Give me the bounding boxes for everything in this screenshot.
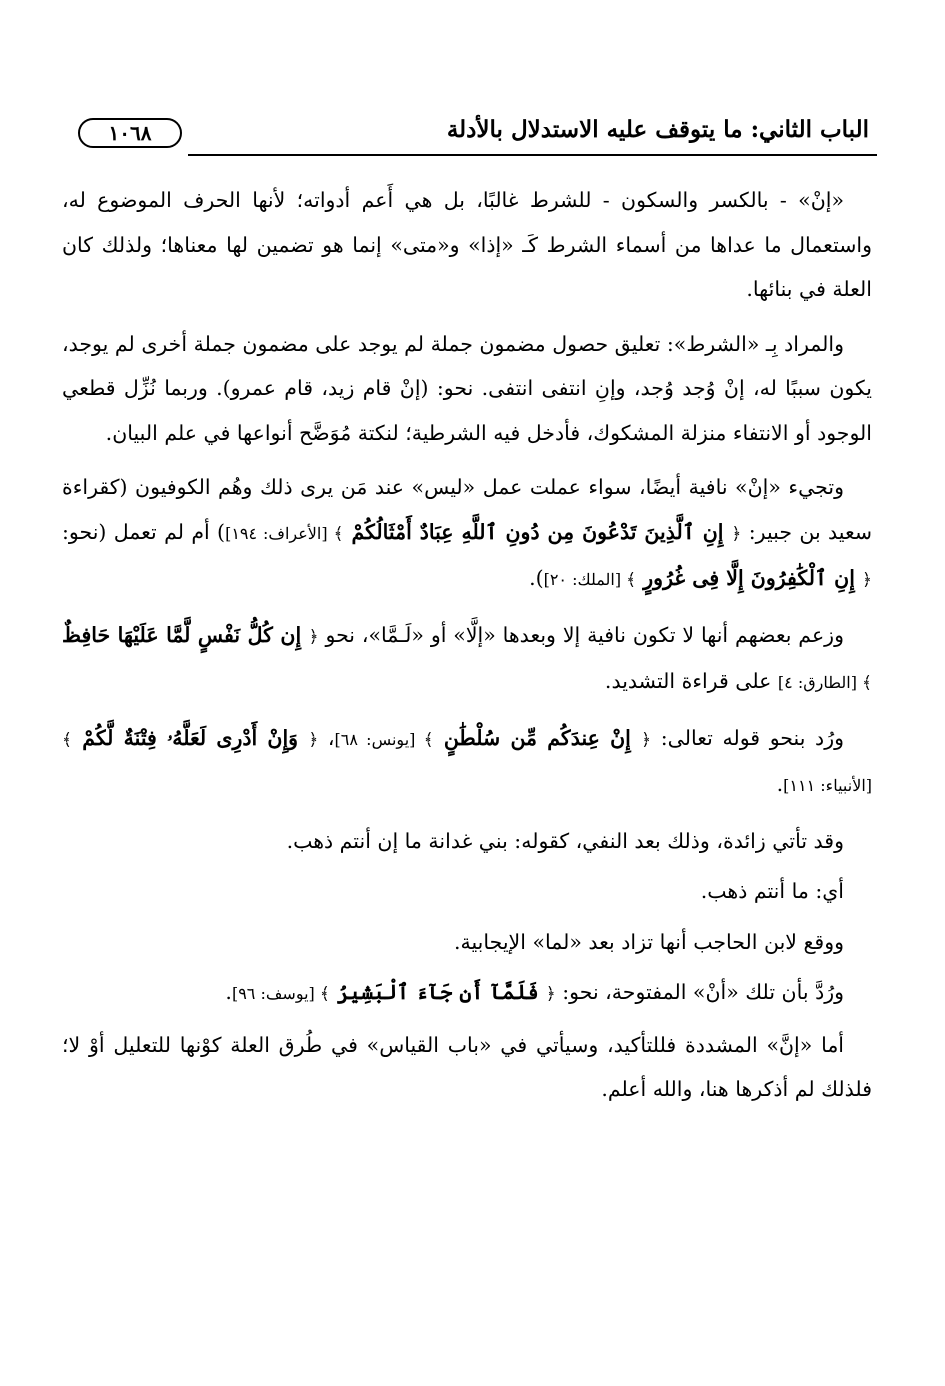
paragraph [62, 920, 872, 965]
page-header [72, 112, 877, 156]
paragraph [62, 819, 872, 864]
paragraph-text: . [776, 772, 784, 796]
paragraph [62, 869, 872, 914]
verse-bracket: ﴿ [545, 984, 556, 1004]
paragraph-text: أي: ما أنتم ذهب. [700, 879, 844, 903]
paragraph-text: والمراد بِـ «الشرط»: تعليق حصول مضمون جملة لم يوجد على مضمون جملة أخرى لم يوجد، يكون سببًا له، إنْ وُجد وُجد، وإنِ انتفى انتفى. نحو: (إنْ قام زيد، قام عمرو). وربما نُزِّل قطعي الوجود أو الانتفاء منزلة المشكوك، فأدخل فيه الشرطية؛ لنكتة مُوَضَّح أنواعها في علم البيان. [62, 331, 872, 445]
quran-verse: إِنِ ٱلْكَٰفِرُونَ إِلَّا فِى غُرُورٍ [636, 566, 863, 590]
page-number-badge [78, 118, 182, 148]
verse-reference: [الأعراف: ١٩٤] [225, 523, 334, 543]
paragraph-text: وتجيء «إنْ» نافية أيضًا، سواء عملت عمل «ليس» عند مَن يرى ذلك وهُم الكوفيون (كقراءة سعيد بن جبير: [62, 475, 873, 544]
paragraph-text: ، [318, 725, 335, 750]
verse-reference: [الطارق: ٤] [777, 673, 863, 692]
paragraph [62, 970, 872, 1017]
page-number: ١٠٦٨ [108, 121, 152, 145]
paragraph-text: وزعم بعضهم أنها لا تكون نافية إلا وبعدها «إلَّا» أو «لَـمَّا»، نحو [318, 622, 844, 647]
paragraph-text: ). [529, 566, 544, 590]
body-text [62, 178, 872, 1122]
paragraph-text: ورُد بنحو قوله تعالى: [651, 725, 844, 750]
paragraph [62, 716, 872, 809]
paragraph-text: ) أم لم تعمل (نحو: [62, 519, 226, 544]
paragraph [62, 322, 872, 456]
quran-verse: إِنِ ٱلَّذِينَ تَدْعُونَ مِن دُونِ ٱللَّهِ عِبَادٌ أَمْثَالُكُمْ [343, 519, 732, 544]
verse-bracket: ﴾ [333, 523, 344, 544]
verse-bracket: ﴾ [423, 729, 434, 750]
paragraph-text: «إنْ» - بالكسر والسكون - للشرط غالبًا، بل هي أَعم أدواته؛ لأنها الحرف الموضوع له، واستعمال ما عداها من أسماء الشرط كَـ «إذا» و«متى» إنما هو تضمين لها معناها؛ ولذلك كان العلة في بنائها. [62, 188, 872, 301]
paragraph [62, 613, 872, 706]
paragraph-text: أما «إنَّ» المشددة فللتأكيد، وسيأتي في «باب القياس» في طُرق العلة كوْنها للتعليل أوْ لا؛ فلذلك لم أذكرها هنا، والله أعلم. [62, 1032, 872, 1101]
paragraph-text: على قراءة التشديد. [604, 669, 778, 693]
verse-reference: [يوسف: ٩٦] [231, 984, 320, 1003]
verse-bracket: ﴿ [862, 570, 872, 590]
verse-reference: [الملك: ٢٠] [543, 570, 627, 589]
quran-verse: إِن كُلُّ نَفْسٍ لَّمَّا عَلَيْهَا حَافِظٌ [62, 622, 309, 647]
verse-bracket: ﴾ [626, 570, 637, 590]
paragraph-text: ووقع لابن الحاجب أنها تزاد بعد «لما» الإيجابية. [453, 929, 844, 954]
paragraph [62, 465, 872, 603]
verse-bracket: ﴾ [862, 673, 872, 693]
quran-verse: وَإِنْ أَدْرِى لَعَلَّهُۥ فِتْنَةٌ لَّكُمْ [71, 725, 309, 750]
verse-bracket: ﴿ [308, 626, 319, 647]
paragraph-text: ورُدَّ بأن تلك «أنْ» المفتوحة، نحو: [555, 980, 844, 1004]
quran-verse: إِنْ عِندَكُم مِّن سُلْطَٰنٍ [433, 725, 642, 750]
paragraph-text: . [225, 980, 232, 1004]
verse-reference: [يونس: ٦٨] [334, 729, 424, 749]
header-rule [188, 154, 877, 156]
running-title: الباب الثاني: ما يتوقف عليه الاستدلال بالأدلة [446, 116, 869, 143]
verse-reference: [الأنبياء: ١١١] [783, 776, 872, 795]
verse-bracket: ﴾ [319, 984, 330, 1004]
quran-verse: فَلَمَّآ أَن جَآءَ ٱلْبَشِيرُ [329, 980, 546, 1004]
paragraph [62, 1023, 872, 1112]
verse-bracket: ﴿ [308, 729, 319, 750]
verse-bracket: ﴿ [641, 729, 652, 750]
verse-bracket: ﴿ [731, 523, 742, 544]
paragraph-text: وقد تأتي زائدة، وذلك بعد النفي، كقوله: بني غدانة ما إن أنتم ذهب. [286, 828, 844, 853]
paragraph [62, 178, 872, 312]
verse-bracket: ﴾ [62, 729, 72, 750]
